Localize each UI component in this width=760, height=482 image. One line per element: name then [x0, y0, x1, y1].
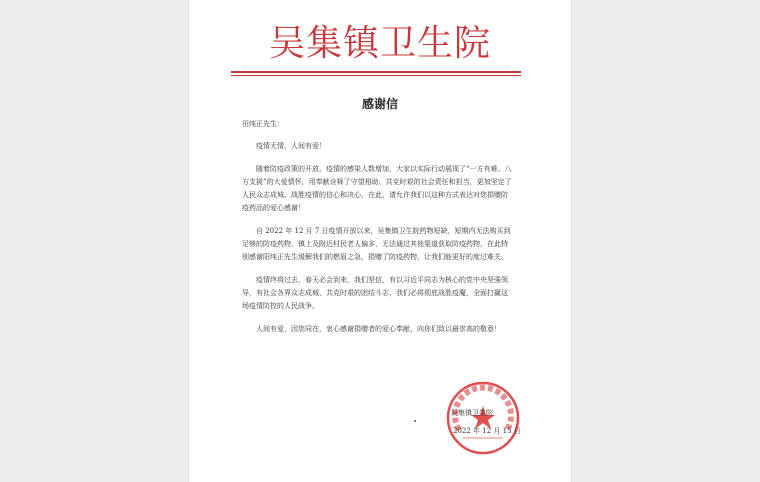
letter-paragraph: 疫情终将过去，春天必会到来，我们坚信，有以习近平同志为核心的党中央坚强领导，有社会各界众志成城、共克时艰的团结斗志，我们必将彻底战胜疫魔，全面打赢这场疫情防控的人民战争。 [242, 276, 508, 310]
letter-paragraph: 自 2022 年 12 月 7 日疫情开放以来，吴集镇卫生院药物短缺，短期内无法购买到足够的防疫药物，镇上及附近村民老人偏多，无法通过其他渠道获取防疫药物，在此特别感谢阳纯正先生缓解我们的燃眉之急，捐赠了防疫药物，让我们能更好的度过难关。 [242, 227, 511, 261]
letterhead-rule-thin [231, 75, 521, 76]
letterhead-rule-thick [231, 71, 521, 73]
letter-body [242, 118, 514, 346]
letter-paragraph: 人间有爱，因您同在，衷心感谢捐赠者的爱心奉献，向你们致以最崇高的敬意！ [256, 325, 501, 333]
letter-page [189, 0, 571, 482]
letter-title: 感谢信 [361, 97, 398, 111]
letter-salutation: 田纯正先生： [242, 120, 284, 128]
letterhead-title: 吴集镇卫生院 [268, 23, 491, 64]
signature-date: 2022 年 12 月 15 日 [453, 427, 521, 435]
signature-org: 吴集镇卫生院 [451, 409, 493, 417]
letter-paragraph: 随着防疫政策的开放，疫情的感染人数增加，大家以实际行动展现了“一方有难、八方支援”的大爱情怀，用奉献诠释了守望相助、共克时艰的社会责任和担当，更加坚定了人民众志成城、战胜疫情的信心和决心，在此，请允许我们以这种方式表达对您捐赠防疫药品的爱心感谢！ [242, 165, 512, 212]
speck [414, 420, 416, 422]
letter-paragraph: 疫情无情，人间有爱！ [256, 142, 326, 150]
signature-block [451, 403, 521, 435]
